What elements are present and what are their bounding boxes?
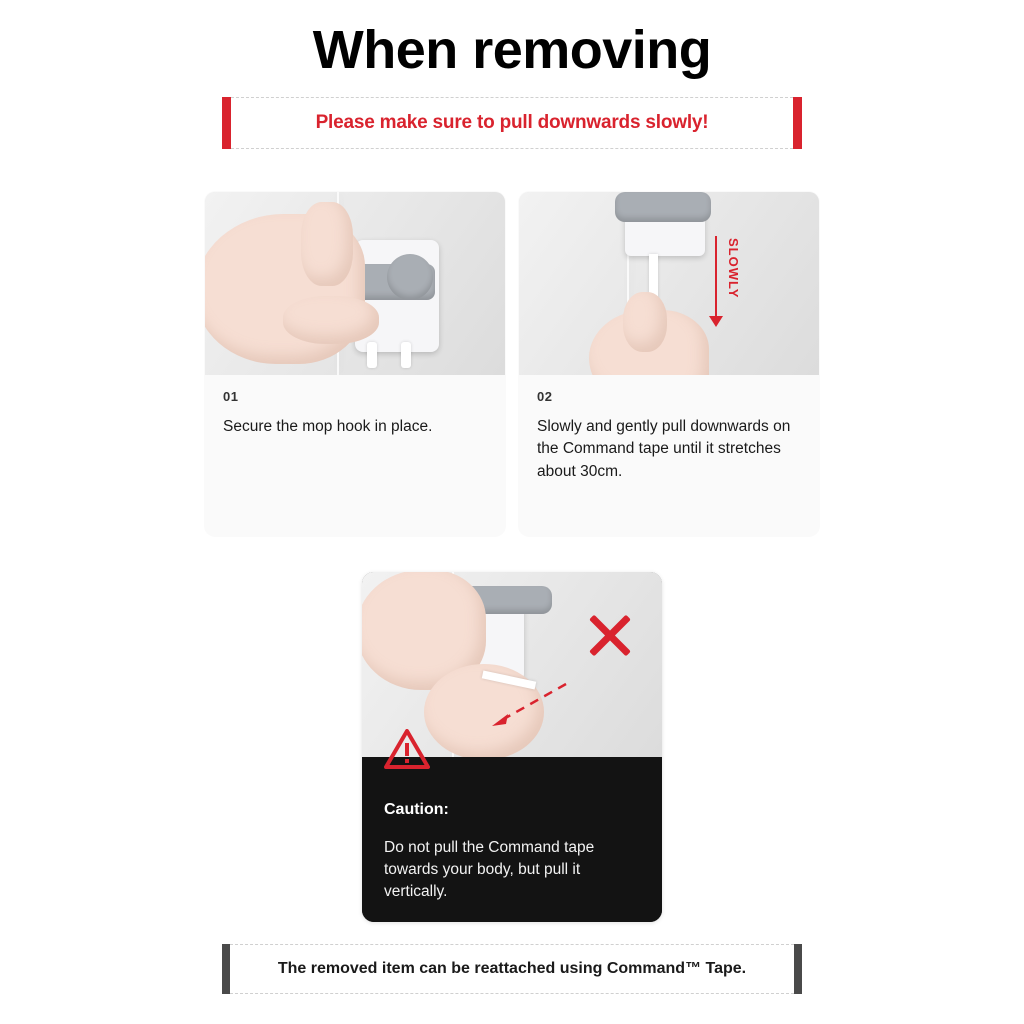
step-01-number: 01	[223, 389, 239, 404]
footer-text: The removed item can be reattached using Command™ Tape.	[277, 960, 747, 977]
step-card-01	[205, 192, 505, 536]
down-arrow-line	[715, 236, 717, 318]
step-card-list	[205, 192, 819, 536]
slowly-label: SLOWLY	[726, 238, 741, 299]
footer-right-bar	[794, 944, 802, 994]
mop-hook-grip	[615, 192, 711, 222]
hand-thumb	[283, 296, 379, 344]
caution-text: Do not pull the Command tape towards your body, but pull it vertically.	[384, 839, 595, 900]
caution-body	[362, 757, 662, 922]
hand-finger-1	[623, 292, 667, 352]
diagonal-dashed-arrow-icon	[482, 680, 572, 730]
caution-label: Caution:	[384, 801, 449, 818]
page-title: When removing	[312, 20, 712, 80]
step-02-body	[519, 375, 819, 505]
step-02-text: Slowly and gently pull downwards on the Command tape until it stretches about 30cm.	[537, 418, 791, 480]
caution-card	[362, 572, 662, 922]
down-arrow-head	[709, 316, 723, 327]
command-tape-tab-left	[367, 342, 377, 368]
footer-inner	[230, 944, 794, 994]
banner-right-bar	[793, 97, 802, 149]
step-02-photo	[519, 192, 819, 375]
footer-left-bar	[222, 944, 230, 994]
banner-left-bar	[222, 97, 231, 149]
step-card-02	[519, 192, 819, 536]
step-01-body	[205, 375, 505, 460]
step-01-photo	[205, 192, 505, 375]
hand-finger-1	[301, 202, 353, 286]
banner-inner	[231, 97, 793, 149]
x-mark-icon	[584, 606, 636, 658]
mop-hook-roller	[387, 254, 433, 300]
command-tape-tab-right	[401, 342, 411, 368]
highlight-banner	[222, 97, 802, 149]
banner-text: Please make sure to pull downwards slowly!	[315, 111, 709, 133]
footer-banner	[222, 944, 802, 994]
step-01-text: Secure the mop hook in place.	[223, 418, 433, 435]
step-02-number: 02	[537, 389, 553, 404]
warning-triangle-icon	[384, 729, 430, 769]
